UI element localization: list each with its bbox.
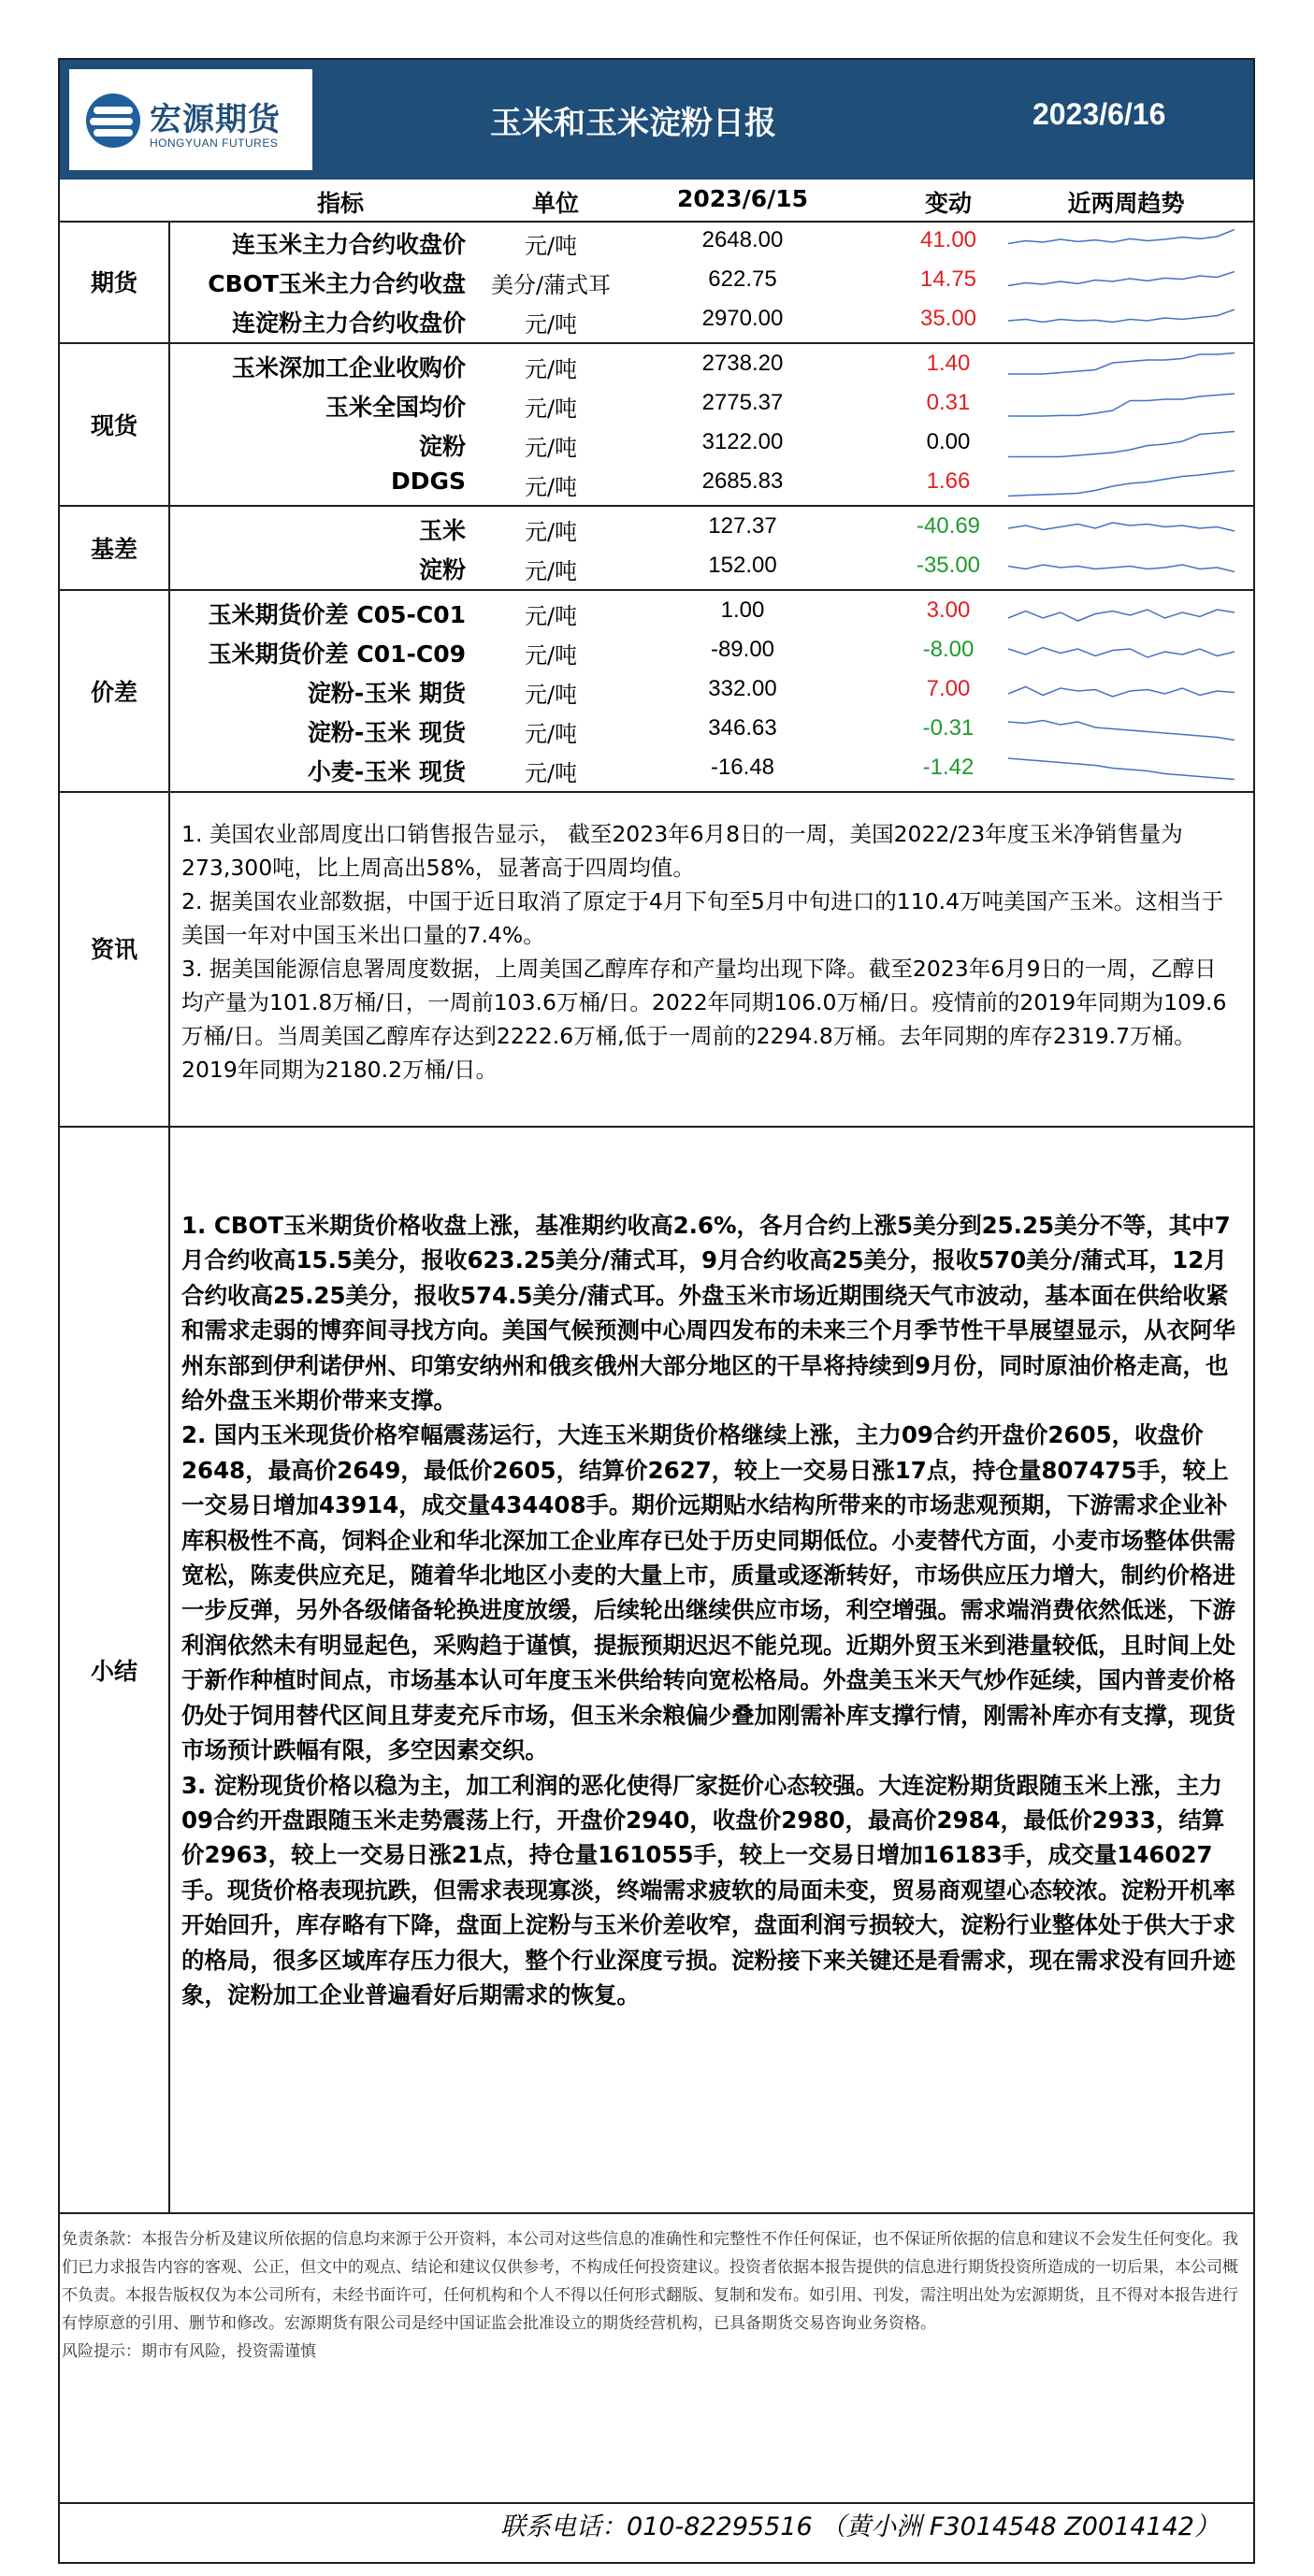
value-cell: 2648.00 bbox=[701, 227, 784, 252]
disclaimer-text: 免责条款：本报告分析及建议所依据的信息均来源于公开资料，本公司对这些信息的准确性和完整性不作任何保证，也不保证所依据的信息和建议不会发生任何变化。我们已力求报告内容的客观、公正，但文中的观点、结论和建议仅供参考，不构成任何投资建议。投资者依据本报告提供的信息进行期货投资所造成的一切后果，本公司概不负责。本报告版权仅为本公司所有，未经书面许可，任何机构和个人不得以任何形式翻版、复制和发布。如引用、刊发，需注明出处为宏源期货，且不得对本报告进行有悖原意的引用、删节和修改。宏源期货有限公司是经中国证监会批准设立的期货经营机构，已具备期货交易咨询业务资格。 bbox=[62, 2230, 1238, 2333]
table-row bbox=[60, 671, 1253, 711]
indicator-name: 玉米期货价差 C01-C09 bbox=[208, 640, 466, 668]
trend-sparkline bbox=[1004, 265, 1238, 298]
change-cell: 1.66 bbox=[926, 468, 971, 494]
trend-sparkline bbox=[1004, 511, 1238, 545]
value-cell: 152.00 bbox=[708, 553, 777, 578]
change-cell: 35.00 bbox=[919, 306, 977, 331]
disclaimer bbox=[62, 2225, 1246, 2366]
change-cell: 0.00 bbox=[926, 429, 971, 454]
table-row bbox=[60, 548, 1253, 587]
section-label: 价差 bbox=[90, 679, 137, 706]
indicator-name: DDGS bbox=[390, 468, 466, 495]
change-cell: 1.40 bbox=[926, 351, 971, 376]
report-frame bbox=[58, 58, 1255, 2564]
value-cell: 332.00 bbox=[708, 676, 777, 701]
report-title: 玉米和玉米淀粉日报 bbox=[490, 105, 776, 142]
table-row bbox=[60, 750, 1253, 789]
trend-sparkline bbox=[1004, 753, 1238, 786]
indicator-name: CBOT玉米主力合约收盘 bbox=[208, 270, 466, 297]
divider bbox=[60, 2212, 1253, 2214]
report-header bbox=[60, 60, 1253, 180]
indicator-name: 淀粉-玉米 期货 bbox=[307, 680, 466, 707]
trend-line bbox=[1008, 523, 1235, 531]
unit-cell: 元/吨 bbox=[524, 721, 578, 747]
logo-cn-text: 宏源期货 bbox=[150, 101, 281, 138]
unit-cell: 元/吨 bbox=[524, 519, 578, 545]
trend-line bbox=[1008, 230, 1235, 244]
trend-line bbox=[1008, 565, 1235, 572]
divider bbox=[60, 342, 1253, 344]
trend-sparkline bbox=[1004, 349, 1238, 382]
unit-cell: 元/吨 bbox=[524, 311, 578, 338]
trend-sparkline bbox=[1004, 427, 1238, 461]
news-paragraph: 3. 据美国能源信息署周度数据，上周美国乙醇库存和产量均出现下降。截至2023年6月9日的一周，乙醇日均产量为101.8万桶/日，一周前103.6万桶/日。2022年同期106.0万桶/日。疫情前的2019年同期为109.6万桶/日。当周美国乙醇库存达到2222.6万桶,低于一周前的2294.8万桶。去年同期的库存2319.7万桶。2019年同期为2180.2万桶/日。 bbox=[181, 956, 1227, 1083]
news-section bbox=[181, 817, 1238, 1087]
trend-line bbox=[1008, 309, 1235, 323]
unit-cell: 美分/蒲式耳 bbox=[490, 272, 612, 298]
table-row bbox=[60, 593, 1253, 632]
section-label: 基差 bbox=[90, 536, 137, 563]
divider bbox=[60, 1126, 1253, 1128]
trend-sparkline bbox=[1004, 304, 1238, 338]
divider bbox=[60, 505, 1253, 507]
logo-icon bbox=[86, 94, 140, 148]
unit-cell: 元/吨 bbox=[524, 642, 578, 669]
divider bbox=[168, 770, 170, 2212]
section-label: 期货 bbox=[90, 269, 137, 296]
change-cell: 14.75 bbox=[919, 266, 977, 292]
col-trend: 近两周趋势 bbox=[1067, 190, 1185, 217]
trend-line bbox=[1008, 272, 1235, 286]
change-cell: -8.00 bbox=[922, 637, 975, 662]
summary-paragraph: 2. 国内玉米现货价格窄幅震荡运行，大连玉米期货价格继续上涨，主力09合约开盘价2605，收盘价2648，最高价2649，最低价2605，结算价2627，较上一交易日涨17点，持仓量807475手，较上一交易日增加43914，成交量434408手。期价远期贴水结构所带来的市场悲观预期，下游需求企业补库积极性不高，饲料企业和华北深加工企业库存已处于历史同期低位。小麦替代方面，小麦市场整体供需宽松，陈麦供应充足，随着华北地区小麦的大量上市，质量或逐渐转好，市场供应压力增大，制约价格进一步反弹，另外各级储备轮换进度放缓，后续轮出继续供应市场，利空增强。需求端消费依然低迷，下游利润依然未有明显起色，采购趋于谨慎，提振预期迟迟不能兑现。近期外贸玉米到港量较低，且时间上处于新作种植时间点，市场基本认可年度玉米供给转向宽松格局。外盘美玉米天气炒作延续，国内普麦价格仍处于饲用替代区间且芽麦充斥市场，但玉米余粮偏少叠加刚需补库支撑行情，刚需补库亦有支撑，现货市场预计跌幅有限，多空因素交织。 bbox=[181, 1421, 1235, 1764]
col-date: 2023/6/15 bbox=[676, 185, 809, 212]
col-unit: 单位 bbox=[531, 190, 579, 217]
summary-section bbox=[181, 1208, 1244, 2012]
unit-cell: 元/吨 bbox=[524, 233, 578, 259]
value-cell: -89.00 bbox=[710, 637, 775, 662]
col-indicator: 指标 bbox=[316, 190, 364, 217]
company-logo bbox=[69, 69, 312, 170]
value-cell: 2970.00 bbox=[701, 306, 784, 331]
value-cell: 2775.37 bbox=[701, 390, 784, 415]
table-row bbox=[60, 509, 1253, 548]
change-cell: -0.31 bbox=[922, 715, 975, 741]
value-cell: 622.75 bbox=[708, 266, 777, 292]
unit-cell: 元/吨 bbox=[524, 396, 578, 422]
indicator-name: 玉米深加工企业收购价 bbox=[231, 354, 466, 381]
table-row bbox=[60, 385, 1253, 425]
trend-sparkline bbox=[1004, 551, 1238, 584]
trend-sparkline bbox=[1004, 713, 1238, 747]
indicator-name: 淀粉 bbox=[418, 556, 466, 583]
trend-sparkline bbox=[1004, 674, 1238, 708]
change-cell: 3.00 bbox=[926, 597, 971, 623]
news-paragraph: 1. 美国农业部周度出口销售报告显示， 截至2023年6月8日的一周，美国2022/23年度玉米净销售量为273,300吨，比上周高出58%，显著高于四周均值。 bbox=[181, 821, 1183, 881]
divider bbox=[60, 791, 1253, 793]
trend-sparkline bbox=[1004, 225, 1238, 259]
table-row bbox=[60, 711, 1253, 750]
news-label: 资讯 bbox=[90, 936, 137, 963]
trend-line bbox=[1008, 432, 1235, 457]
contact-info: 联系电话：010-82295516 （黄小洲 F3014548 Z0014142） bbox=[500, 2512, 1220, 2541]
trend-line bbox=[1008, 394, 1235, 416]
indicator-name: 连淀粉主力合约收盘价 bbox=[231, 309, 466, 337]
trend-line bbox=[1008, 353, 1235, 375]
unit-cell: 元/吨 bbox=[524, 435, 578, 461]
change-cell: 0.31 bbox=[926, 390, 971, 415]
contact-footer bbox=[60, 2502, 1253, 2541]
indicator-name: 淀粉 bbox=[418, 433, 466, 460]
table-row bbox=[60, 425, 1253, 464]
trend-sparkline bbox=[1004, 635, 1238, 669]
value-cell: 1.00 bbox=[720, 597, 765, 623]
table-row bbox=[60, 346, 1253, 385]
change-cell: 41.00 bbox=[919, 227, 977, 252]
section-label: 现货 bbox=[90, 412, 137, 439]
logo-en-text: HONGYUAN FUTURES bbox=[150, 137, 279, 150]
unit-cell: 元/吨 bbox=[524, 760, 578, 786]
trend-line bbox=[1008, 758, 1235, 780]
unit-cell: 元/吨 bbox=[524, 603, 578, 629]
indicator-name: 玉米全国均价 bbox=[325, 394, 466, 421]
value-cell: 3122.00 bbox=[701, 429, 784, 454]
trend-sparkline bbox=[1004, 596, 1238, 629]
value-cell: 346.63 bbox=[708, 715, 777, 741]
unit-cell: 元/吨 bbox=[524, 558, 578, 584]
trend-line bbox=[1008, 721, 1235, 741]
summary-label: 小结 bbox=[90, 1658, 137, 1685]
change-cell: -40.69 bbox=[916, 513, 981, 539]
change-cell: 7.00 bbox=[926, 676, 971, 701]
unit-cell: 元/吨 bbox=[524, 356, 578, 382]
table-row bbox=[60, 262, 1253, 301]
summary-paragraph: 3. 淀粉现货价格以稳为主，加工利润的恶化使得厂家挺价心态较强。大连淀粉期货跟随玉米上涨，主力09合约开盘跟随玉米走势震荡上行，开盘价2940，收盘价2980，最高价2984，最低价2933，结算价2963，较上一交易日涨21点，持仓量161055手，较上一交易日增加16183手，成交量146027手。现货价格表现抗跌，但需求表现寡淡，终端需求疲软的局面未变，贸易商观望心态较浓。淀粉开机率开始回升，库存略有下降，盘面上淀粉与玉米价差收窄，盘面利润亏损较大，淀粉行业整体处于供大于求的格局，很多区域库存压力很大，整个行业深度亏损。淀粉接下来关键还是看需求，现在需求没有回升迹象，淀粉加工企业普遍看好后期需求的恢复。 bbox=[181, 1771, 1235, 2008]
table-row bbox=[60, 632, 1253, 671]
table-row bbox=[60, 464, 1253, 503]
indicator-name: 连玉米主力合约收盘价 bbox=[231, 231, 466, 258]
trend-line bbox=[1008, 610, 1235, 621]
indicator-name: 玉米期货价差 C05-C01 bbox=[208, 601, 466, 628]
indicator-name: 淀粉-玉米 现货 bbox=[307, 719, 466, 746]
indicator-name: 小麦-玉米 现货 bbox=[307, 758, 466, 785]
unit-cell: 元/吨 bbox=[524, 474, 578, 500]
summary-paragraph: 1. CBOT玉米期货价格收盘上涨，基准期约收高2.6%，各月合约上涨5美分到25.25美分不等，其中7月合约收高15.5美分，报收623.25美分/蒲式耳，9月合约收高25美分，报收570美分/蒲式耳，12月合约收高25.25美分，报收574.5美分/蒲式耳。外盘玉米市场近期围绕天气市波动，基本面在供给收紧和需求走弱的博弈间寻找方向。美国气候预测中心周四发布的未来三个月季节性干旱展望显示，从衣阿华州东部到伊利诺伊州、印第安纳州和俄亥俄州大部分地区的干旱将持续到9月份，同时原油价格走高，也给外盘玉米期价带来支撑。 bbox=[181, 1212, 1235, 1415]
divider bbox=[60, 589, 1253, 591]
risk-warning: 风险提示：期市有风险，投资需谨慎 bbox=[62, 2342, 316, 2361]
table-row bbox=[60, 223, 1253, 262]
col-change: 变动 bbox=[924, 190, 972, 217]
trend-line bbox=[1008, 687, 1235, 698]
table-row bbox=[60, 301, 1253, 340]
value-cell: -16.48 bbox=[710, 755, 775, 780]
value-cell: 2685.83 bbox=[701, 468, 784, 494]
trend-sparkline bbox=[1004, 467, 1238, 500]
unit-cell: 元/吨 bbox=[524, 682, 578, 708]
trend-line bbox=[1008, 648, 1235, 658]
trend-line bbox=[1008, 471, 1235, 496]
column-header-row bbox=[60, 180, 1253, 223]
trend-sparkline bbox=[1004, 388, 1238, 422]
report-date: 2023/6/16 bbox=[1032, 97, 1166, 131]
change-cell: -1.42 bbox=[922, 755, 975, 780]
indicator-name: 玉米 bbox=[418, 517, 466, 544]
news-paragraph: 2. 据美国农业部数据，中国于近日取消了原定于4月下旬至5月中旬进口的110.4万吨美国产玉米。这相当于美国一年对中国玉米出口量的7.4%。 bbox=[181, 888, 1224, 948]
value-cell: 127.37 bbox=[708, 513, 777, 539]
change-cell: -35.00 bbox=[916, 553, 981, 578]
value-cell: 2738.20 bbox=[701, 351, 784, 376]
